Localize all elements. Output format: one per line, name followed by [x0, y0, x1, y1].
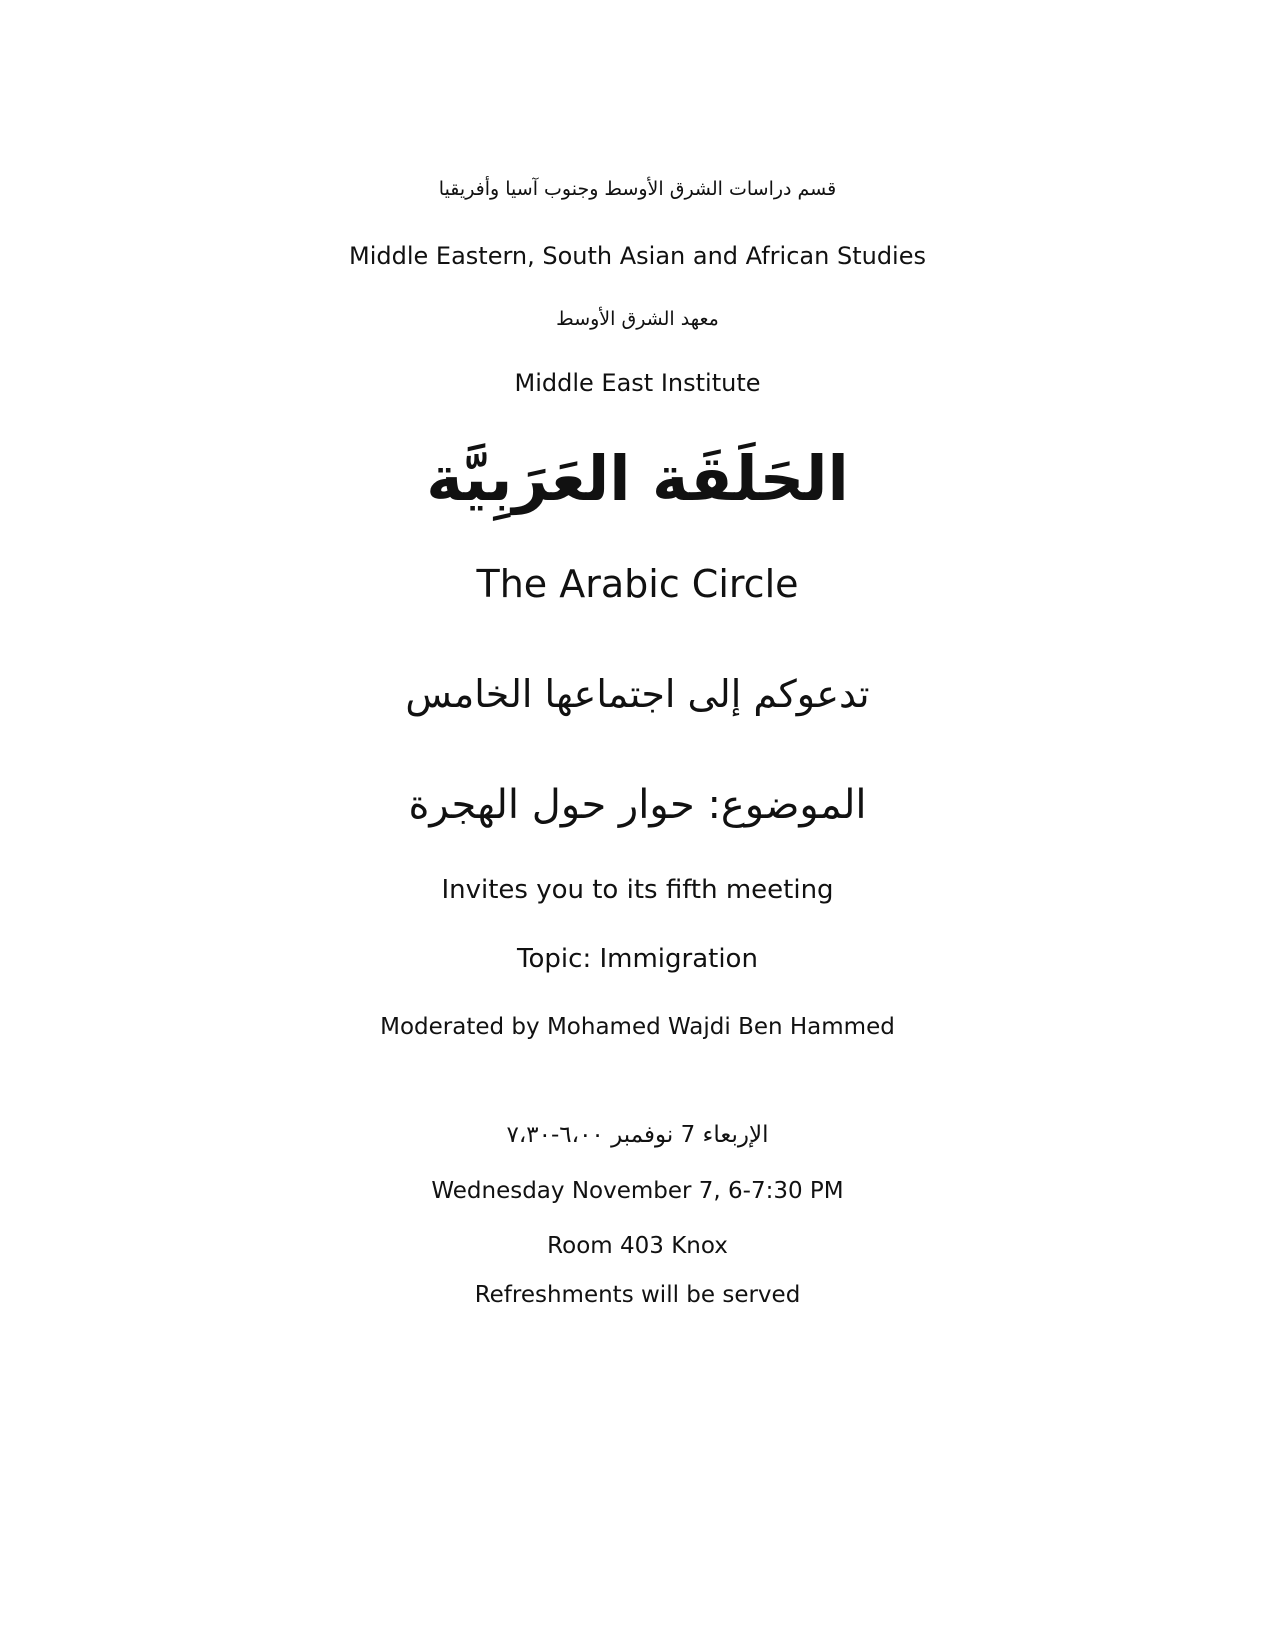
meeting-english: Invites you to its fifth meeting: [441, 875, 834, 905]
meeting-arabic: تدعوكم إلى اجتماعها الخامس: [405, 672, 870, 716]
title-english: The Arabic Circle: [476, 562, 799, 606]
datetime-arabic: الإربعاء 7 نوفمبر ٦،٠٠-٧،٣٠: [506, 1122, 769, 1148]
title-arabic: الحَلَقَة العَرَبِيَّة: [426, 442, 849, 515]
department-english: Middle Eastern, South Asian and African Studies: [349, 242, 926, 270]
refreshments: Refreshments will be served: [474, 1282, 801, 1308]
datetime-english: Wednesday November 7, 6-7:30 PM: [431, 1178, 844, 1204]
topic-english: Topic: Immigration: [517, 944, 758, 974]
topic-arabic: الموضوع: حوار حول الهجرة: [408, 782, 867, 828]
moderator: Moderated by Mohamed Wajdi Ben Hammed: [380, 1014, 895, 1040]
institute-arabic: معهد الشرق الأوسط: [556, 308, 719, 330]
institute-english: Middle East Institute: [514, 369, 761, 397]
room: Room 403 Knox: [547, 1233, 728, 1259]
department-arabic: قسم دراسات الشرق الأوسط وجنوب آسيا وأفريقيا: [438, 178, 837, 200]
